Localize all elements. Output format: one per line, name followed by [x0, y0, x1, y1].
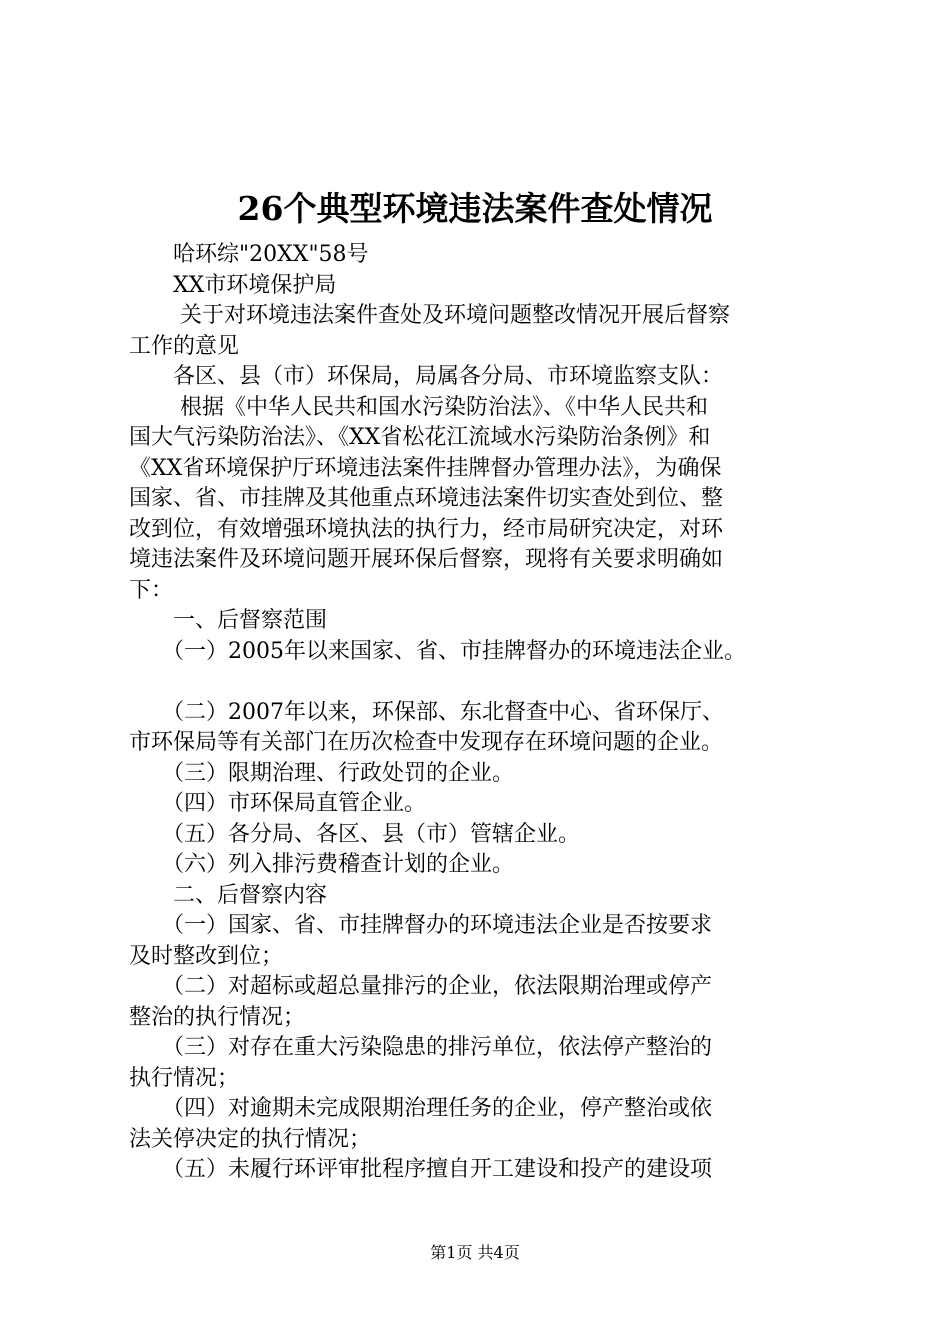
body-line: 下：	[129, 577, 174, 603]
body-line: （四）对逾期未完成限期治理任务的企业，停产整治或依	[129, 1096, 713, 1121]
body-line: （三）限期治理、行政处罚的企业。	[129, 760, 515, 786]
body-line: 执行情况；	[129, 1065, 240, 1091]
body-line: 国大气污染防治法》、《XX省松花江流域水污染防治条例》和	[129, 425, 711, 450]
body-line: 《XX省环境保护厅环境违法案件挂牌督办管理办法》，为确保	[129, 455, 722, 481]
body-line: XX市环境保护局	[129, 272, 337, 298]
body-line: 境违法案件及环境问题开展环保后督察，现将有关要求明确如	[129, 547, 724, 572]
body-line: 市环保局等有关部门在历次检查中发现存在环境问题的企业。	[129, 730, 724, 755]
body-line: （三）对存在重大污染隐患的排污单位，依法停产整治的	[129, 1035, 713, 1060]
document-body	[129, 240, 834, 1186]
body-line: （一）2005年以来国家、省、市挂牌督办的环境违法企业。	[129, 638, 746, 664]
body-line: 工作的意见	[129, 333, 240, 359]
body-line: （五）未履行环评审批程序擅自开工建设和投产的建设项	[129, 1157, 713, 1182]
body-line: 一、后督察范围	[129, 608, 328, 633]
body-line: 二、后督察内容	[129, 882, 328, 908]
body-line: 及时整改到位；	[129, 943, 284, 969]
body-line	[129, 667, 834, 698]
body-line: （二）对超标或超总量排污的企业，依法限期治理或停产	[129, 974, 713, 999]
document-title: 26个典型环境违法案件查处情况	[237, 189, 713, 228]
body-line: 整治的执行情况；	[129, 1004, 306, 1030]
body-line: 根据《中华人民共和国水污染防治法》、《中华人民共和	[129, 394, 708, 420]
body-line: 改到位，有效增强环境执法的执行力，经市局研究决定，对环	[129, 516, 724, 542]
page-number: 第1页 共4页	[430, 1243, 520, 1262]
body-line: （四）市环保局直管企业。	[129, 791, 427, 816]
body-line: 国家、省、市挂牌及其他重点环境违法案件切实查处到位、整	[129, 486, 724, 511]
body-line: 法关停决定的执行情况；	[129, 1126, 372, 1152]
body-line: （一）国家、省、市挂牌督办的环境违法企业是否按要求	[129, 913, 713, 938]
body-line: （六）列入排污费稽查计划的企业。	[129, 852, 515, 877]
body-line: 哈环综"20XX"58号	[129, 242, 369, 267]
body-line: 各区、县（市）环保局，局属各分局、市环境监察支队：	[129, 364, 724, 389]
body-line: 关于对环境违法案件查处及环境问题整改情况开展后督察	[129, 303, 730, 328]
body-line: （五）各分局、各区、县（市）管辖企业。	[129, 821, 581, 847]
body-line: （二）2007年以来，环保部、东北督查中心、省环保厅、	[129, 699, 724, 725]
